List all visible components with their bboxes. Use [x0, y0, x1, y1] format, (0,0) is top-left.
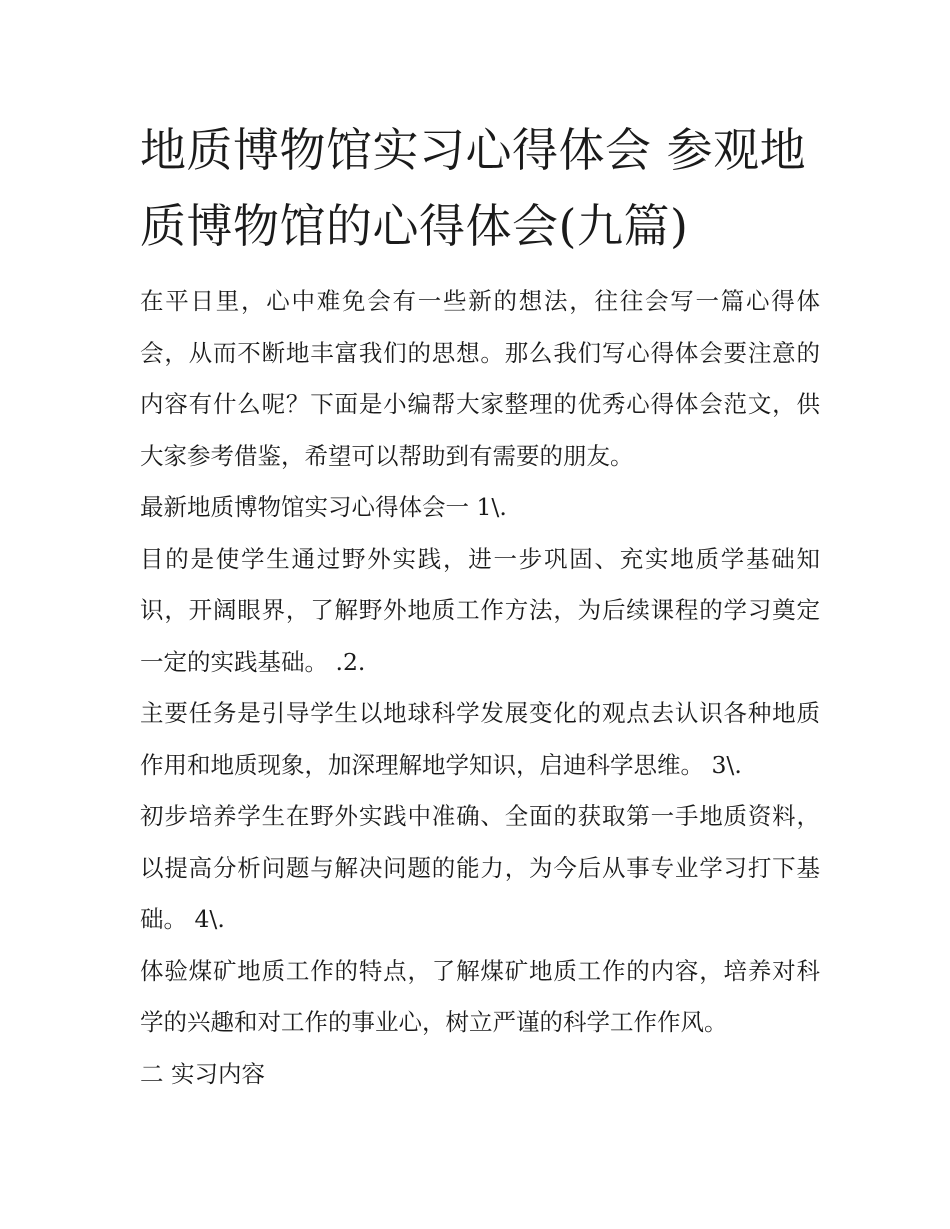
list-item-main-task: 主要任务是引导学生以地球科学发展变化的观点去认识各种地质作用和地质现象，加深理解地学知识，启迪科学思维。 3\.	[140, 699, 820, 779]
section-heading-two: 二 实习内容	[140, 1059, 265, 1088]
document-page	[140, 112, 820, 1100]
document-title: 地质博物馆实习心得体会 参观地质博物馆的心得体会(九篇)	[140, 123, 807, 253]
list-item-training: 初步培养学生在野外实践中准确、全面的获取第一手地质资料，以提高分析问题与解决问题的能力，为今后从事专业学习打下基础。 4\.	[140, 802, 820, 933]
list-item-purpose: 目的是使学生通过野外实践，进一步巩固、充实地质学基础知识，开阔眼界，了解野外地质工作方法，为后续课程的学习奠定一定的实践基础。 .2.	[140, 544, 820, 676]
section-heading-one: 最新地质博物馆实习心得体会一 1\.	[140, 493, 507, 521]
document-body	[140, 276, 820, 1100]
intro-paragraph: 在平日里，心中难免会有一些新的想法，往往会写一篇心得体会，从而不断地丰富我们的思想。那么我们写心得体会要注意的内容有什么呢？下面是小编帮大家整理的优秀心得体会范文，供大家参考借鉴，希望可以帮助到有需要的朋友。	[140, 287, 820, 470]
list-item-experience: 体验煤矿地质工作的特点，了解煤矿地质工作的内容，培养对科学的兴趣和对工作的事业心，树立严谨的科学工作作风。	[140, 956, 820, 1036]
